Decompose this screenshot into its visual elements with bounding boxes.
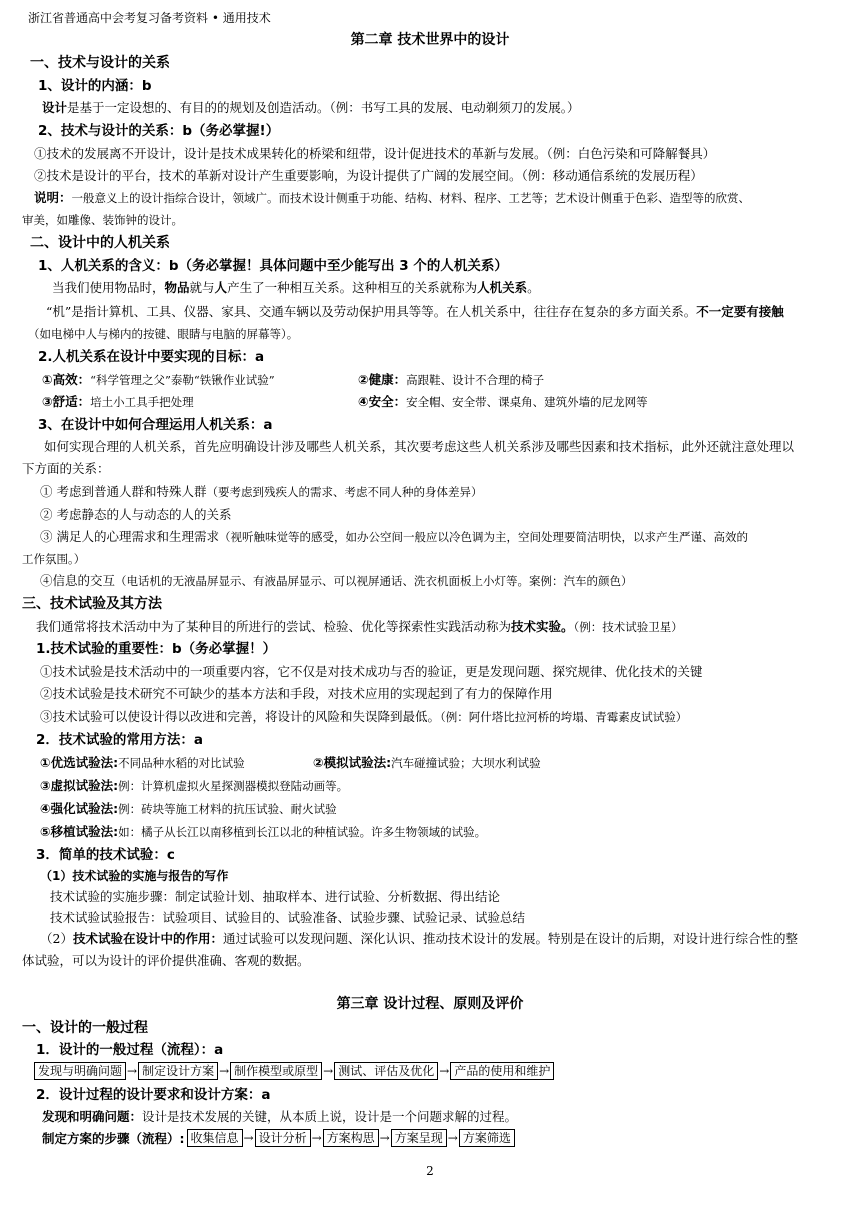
design-process-flowchart — [34, 1062, 554, 1080]
flowchart-label: 制定方案的步骤（流程）: — [42, 1131, 185, 1146]
flow-arrow: → — [323, 1064, 334, 1078]
text-run: 产生了一种相互关系。这种相互的关系就称为 — [227, 280, 478, 295]
section-heading: 二、设计中的人机关系 — [30, 235, 170, 251]
list-item — [40, 528, 748, 546]
bold-term: 技术实验。 — [511, 619, 574, 634]
bold-term: 人机关系 — [477, 280, 528, 295]
bold-term: ④强化试验法: — [40, 801, 119, 816]
text-run: 例：计算机虚拟火星探测器模拟登陆动画等。 — [118, 779, 349, 793]
text-run: 通过试验可以发现问题、深化认识、推动技术设计的发展。特别是在设计的后期，对设计进行综合性的整 — [222, 931, 798, 946]
flow-arrow: → — [219, 1064, 230, 1078]
flow-step-box: 测试、评估及优化 — [334, 1062, 438, 1080]
text-run: 我们通常将技术活动中为了某种目的所进行的尝试、检验、优化等探索性实践活动称为 — [36, 619, 512, 634]
text-run: 是基于一定设想的、有目的的规划及创造活动。（例：书写工具的发展、电动剃须刀的发展。） — [67, 100, 580, 115]
text-run: “机”是指计算机、工具、仪器、家具、交通车辆以及劳动保护用具等等。在人机关系中，往往存在复杂的多方面关系。 — [46, 304, 697, 319]
plan-steps-flowchart — [42, 1129, 515, 1147]
paragraph — [40, 930, 798, 948]
section-heading: 一、设计的一般过程 — [22, 1020, 148, 1036]
flow-arrow: → — [311, 1131, 322, 1145]
chapter-3-title: 第三章 设计过程、原则及评价 — [336, 996, 524, 1012]
bold-term: ①优选试验法: — [40, 755, 119, 770]
paragraph: 审美，如雕像、装饰钟的设计。 — [22, 213, 183, 227]
method-item — [40, 754, 245, 772]
paragraph — [34, 189, 750, 207]
text-run: 设计是技术发展的关键，从本质上说，设计是一个问题求解的过程。 — [142, 1109, 518, 1124]
text-run: （2） — [40, 931, 73, 946]
paragraph: 技术试验的实施步骤：制定试验计划、抽取样本、进行试验、分析数据、得出结论 — [50, 889, 501, 904]
flow-step-box: 方案构思 — [323, 1129, 379, 1147]
paragraph: 如何实现合理的人机关系，首先应明确设计涉及哪些人机关系，其次要考虑这些人机关系涉及哪些因素和技术指标，此外还就注意处理以 — [44, 439, 795, 454]
flow-step-box: 方案呈现 — [391, 1129, 447, 1147]
goal-item — [358, 371, 544, 389]
subsection-heading: 1、人机关系的含义：b（务必掌握！具体问题中至少能写出 3 个的人机关系） — [38, 258, 508, 274]
subsection-heading: 1．设计的一般过程（流程）：a — [36, 1042, 224, 1058]
subsection-heading: 3、在设计中如何合理运用人机关系：a — [38, 417, 273, 433]
paragraph: 下方面的关系： — [22, 461, 110, 476]
text-run: ③ 满足人的心理需求和生理需求 — [40, 529, 219, 544]
chapter-2-title: 第二章 技术世界中的设计 — [350, 32, 510, 48]
paragraph — [46, 303, 784, 321]
list-item: ②技术试验是技术研究不可缺少的基本方法和手段，对技术应用的实现起到了有力的保障作用 — [40, 686, 553, 701]
bold-term: 发现和明确问题： — [42, 1109, 143, 1124]
text-run: （要考虑到残疾人的需求、考虑不同人种的身体差异） — [206, 485, 483, 499]
subsection-heading: 1.技术试验的重要性：b（务必掌握！） — [36, 641, 277, 657]
paragraph: ①技术的发展离不开设计，设计是技术成果转化的桥梁和纽带，设计促进技术的革新与发展。（例：白色污染和可降解餐具） — [34, 146, 716, 161]
flow-step-box: 收集信息 — [187, 1129, 243, 1147]
text-run: ① 考虑到普通人群和特殊人群 — [40, 484, 207, 499]
subsection-heading: 1、设计的内涵：b — [38, 78, 152, 94]
text-run: 高跟鞋、设计不合理的椅子 — [406, 373, 545, 387]
list-item: ①技术试验是技术活动中的一项重要内容，它不仅是对技术成功与否的验证，更是发现问题、探究规律、优化技术的关键 — [40, 664, 703, 679]
flow-step-box: 制定设计方案 — [138, 1062, 218, 1080]
text-run: （电话机的无液晶屏显示、有液晶屏显示、可以视屏通话、洗衣机面板上小灯等。案例：汽车的颜色） — [115, 574, 633, 588]
paragraph: 技术试验试验报告：试验项目、试验目的、试验准备、试验步骤、试验记录、试验总结 — [50, 910, 526, 925]
subsection-heading: 3．简单的技术试验：c — [36, 847, 175, 863]
goal-item — [42, 393, 194, 411]
flow-step-box: 设计分析 — [255, 1129, 311, 1147]
bold-term: 说明： — [34, 190, 72, 205]
flow-arrow: → — [447, 1131, 458, 1145]
bold-term: ①高效： — [42, 372, 91, 387]
list-item: ② 考虑静态的人与动态的人的关系 — [40, 507, 232, 522]
method-item — [40, 800, 337, 818]
bold-term: 人 — [214, 280, 228, 295]
paragraph: （如电梯中人与梯内的按键、眼睛与电脑的屏幕等）。 — [28, 327, 299, 341]
text-run: ④信息的交互 — [40, 573, 116, 588]
paragraph — [36, 618, 683, 636]
bold-term: ②模拟试验法: — [313, 755, 392, 770]
subsection-heading: 2．技术试验的常用方法：a — [36, 732, 204, 748]
paragraph: 体试验，可以为设计的评价提供准确、客观的数据。 — [22, 953, 310, 968]
text-run: 汽车碰撞试验；大坝水利试验 — [391, 756, 541, 770]
text-run: （例：阿什塔比拉河桥的垮塌、青霉素皮试试验） — [440, 710, 688, 724]
text-run: 当我们使用物品时， — [52, 280, 165, 295]
flow-step-box: 制作模型或原型 — [230, 1062, 322, 1080]
bold-term: ④安全： — [358, 394, 407, 409]
method-item — [313, 754, 541, 772]
flow-step-box: 发现与明确问题 — [34, 1062, 126, 1080]
goal-item — [42, 371, 275, 389]
paragraph: ②技术是设计的平台，技术的革新对设计产生重要影响，为设计提供了广阔的发展空间。（例：移动通信系统的发展历程） — [34, 168, 703, 183]
bold-term: ②健康： — [358, 372, 407, 387]
bold-term: 不一定要有接触 — [696, 304, 784, 319]
text-run: 一般意义上的设计指综合设计，领域广。而技术设计侧重于功能、结构、材料、程序、工艺等；艺术设计侧重于色彩、造型等的欣赏、 — [71, 191, 751, 205]
bold-term: 物品 — [164, 280, 190, 295]
bold-term: 技术试验在设计中的作用： — [72, 931, 223, 946]
method-item — [40, 777, 348, 795]
bold-term: ⑤移植试验法: — [40, 824, 119, 839]
text-run: 培土小工具手把处理 — [90, 395, 194, 409]
section-heading: 一、技术与设计的关系 — [30, 55, 170, 71]
list-item — [40, 483, 482, 501]
flow-arrow: → — [379, 1131, 390, 1145]
subsection-heading: 2、技术与设计的关系：b（务必掌握!） — [38, 123, 280, 139]
flow-step-box: 产品的使用和维护 — [450, 1062, 554, 1080]
bold-term: ③舒适： — [42, 394, 91, 409]
flow-arrow: → — [127, 1064, 138, 1078]
list-item — [40, 572, 633, 590]
text-run: 。 — [527, 280, 540, 295]
flow-arrow: → — [439, 1064, 450, 1078]
bold-term: 设计 — [42, 100, 68, 115]
running-header: 浙江省普通高中会考复习备考资料 • 通用技术 — [28, 11, 271, 25]
text-run: ③技术试验可以使设计得以改进和完善，将设计的风险和失误降到最低。 — [40, 709, 441, 724]
list-item — [40, 708, 687, 726]
paragraph: 工作氛围。） — [22, 552, 86, 566]
text-run: 就与 — [189, 280, 215, 295]
sub-subsection-heading: （1）技术试验的实施与报告的写作 — [40, 869, 229, 883]
flow-arrow: → — [243, 1131, 254, 1145]
text-run: “科学管理之父”泰勒“铁锹作业试验” — [90, 373, 275, 387]
text-run: （例：技术试验卫星） — [573, 620, 683, 634]
paragraph — [42, 99, 580, 117]
flow-step-box: 方案筛选 — [459, 1129, 515, 1147]
text-run: 安全帽、安全带、课桌角、建筑外墙的尼龙网等 — [406, 395, 648, 409]
paragraph — [42, 1108, 517, 1126]
subsection-heading: 2．设计过程的设计要求和设计方案：a — [36, 1087, 271, 1103]
bold-term: ③虚拟试验法: — [40, 778, 119, 793]
method-item — [40, 823, 486, 841]
section-heading: 三、技术试验及其方法 — [22, 596, 162, 612]
text-run: （视听触味觉等的感受，如办公空间一般应以冷色调为主，空间处理要简洁明快，以求产生严谨、高效的 — [218, 530, 748, 544]
text-run: 例：砖块等施工材料的抗压试验、耐火试验 — [118, 802, 337, 816]
goal-item — [358, 393, 648, 411]
page-number: 2 — [426, 1164, 434, 1178]
text-run: 如：橘子从长江以南移植到长江以北的种植试验。许多生物领域的试验。 — [118, 825, 487, 839]
text-run: 不同品种水稻的对比试验 — [118, 756, 245, 770]
paragraph — [52, 279, 540, 297]
subsection-heading: 2.人机关系在设计中要实现的目标：a — [38, 349, 265, 365]
